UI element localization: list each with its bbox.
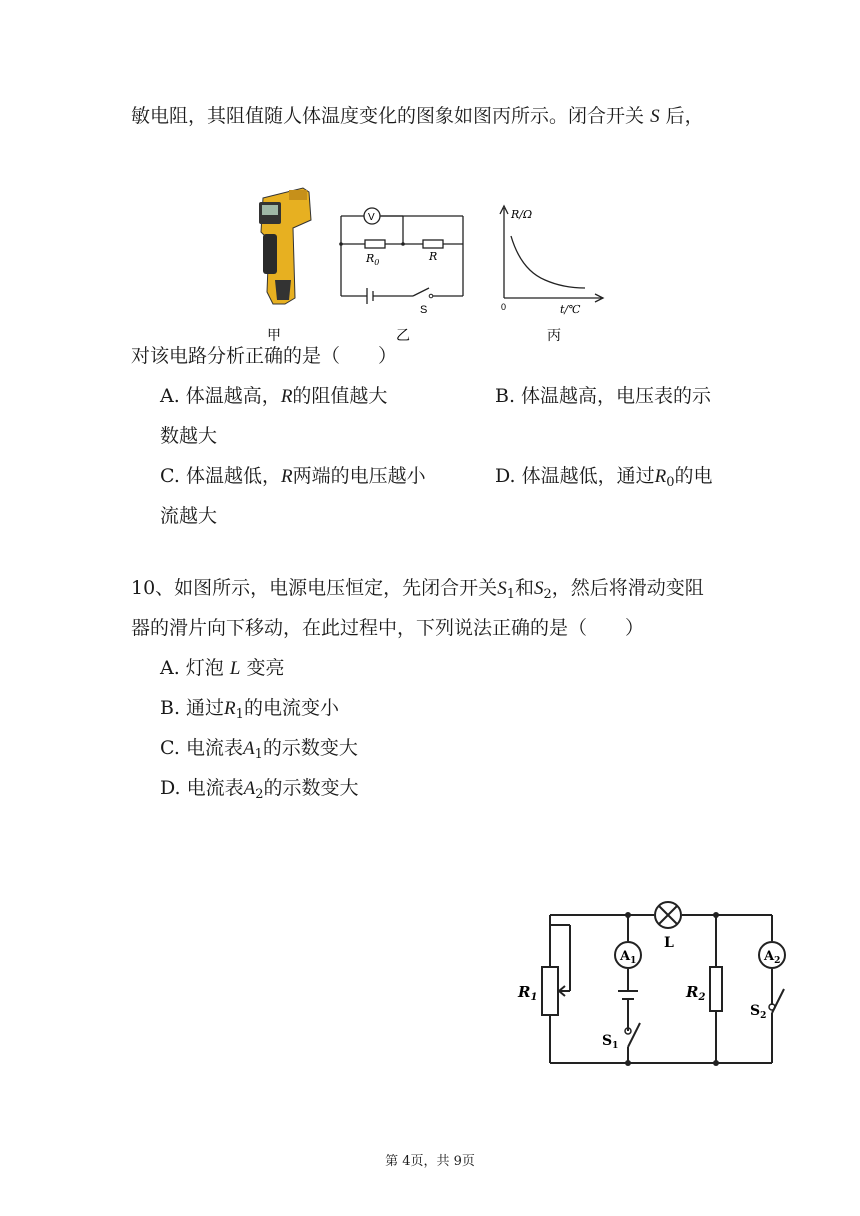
graph-y-label: R/Ω [511,208,533,221]
q10-option-d: D. 电流表$A_2$的示数变大 [160,777,359,802]
intro-text: 敏电阻，其阻值随人体温度变化的图象如图丙所示。闭合开关 [131,105,645,127]
intro-line [131,103,704,130]
q10-option-a: A. 灯泡 L 变亮 [160,657,285,679]
q9-stem: 对该电路分析正确的是（ ） [131,345,398,367]
ammeter-a2-label: $A_2$ [764,949,781,966]
graph-origin: 0 [501,302,507,312]
q10-option-b: B. 通过$R_1$的电流变小 [160,697,339,722]
q10-stem-line2: 器的滑片向下移动，在此过程中，下列说法正确的是（ ） [131,617,645,639]
q9-option-c: C. 体温越低，R两端的电压越小 [160,465,426,487]
r1-label: $R_1$ [518,983,538,1003]
graph-x-label: t/℃ [560,303,581,316]
figure-q9-svg [245,180,625,350]
figure-q10 [510,895,800,1075]
intro-switch-var: S [650,106,660,127]
circuit-q10 [542,915,784,1063]
figure-q9 [245,180,625,350]
figure-q10-svg [510,895,800,1075]
s2-label: $S_2$ [750,1003,767,1021]
q10-stem-line1: 10、如图所示，电源电压恒定，先闭合开关$S_1$和$S_2$，然后将滑动变阻 [131,577,704,602]
s1-label: $S_1$ [602,1033,619,1051]
q9-option-b: B. 体温越高，电压表的示 [495,385,712,407]
label-switch: S [420,304,428,316]
q9-option-d-cont: 流越大 [160,505,218,527]
infrared-thermometer-image [259,188,311,304]
label-yi: 乙 [396,327,410,343]
label-jia: 甲 [267,327,281,343]
q9-option-b-cont: 数越大 [160,425,218,447]
voltmeter-label: V [368,212,375,223]
ammeter-a1-label: $A_1$ [620,949,637,966]
label-r0: $R_0$ [366,252,380,267]
page-footer: 第 4页，共 9页 [385,1154,475,1169]
q9-option-a: A. 体温越高，R的阻值越大 [160,385,388,407]
q10-option-c: C. 电流表$A_1$的示数变大 [160,737,358,762]
q9-option-d: D. 体温越低，通过$R_0$的电 [495,465,713,490]
label-bing: 丙 [547,327,561,343]
intro-end: 后， [665,105,704,127]
circuit-q9 [341,216,463,304]
label-r: R [429,250,438,263]
lamp-label: L [664,935,674,951]
r2-label: $R_2$ [686,983,706,1003]
